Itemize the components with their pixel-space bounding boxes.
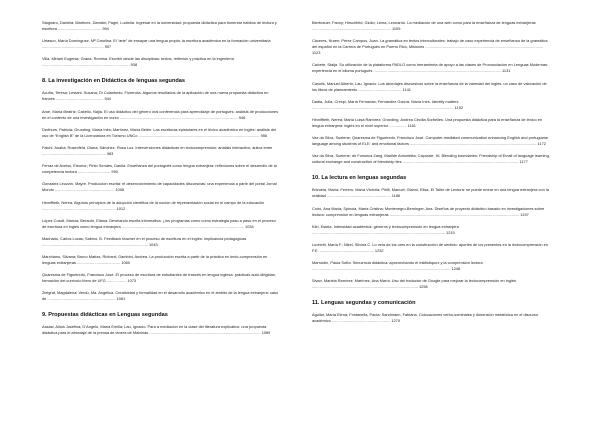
toc-entry[interactable] [42, 218, 280, 230]
section-heading: 11. Lenguas segundas y comunicación [312, 300, 416, 307]
toc-entry-text: Aroe, María Beatriz; Cabello, Nájla. El uso didáctico del género oral conferencia para aprendizaje de portugués: análisis de producciones en el contexto de una investigación en curso ............................................................................................................. 946 [42, 108, 279, 120]
toc-entry[interactable] [312, 38, 550, 56]
toc-entry[interactable] [42, 163, 280, 175]
toc-entry[interactable] [312, 260, 550, 272]
toc-entry[interactable] [42, 20, 280, 32]
toc-entry[interactable] [42, 90, 280, 102]
toc-entry[interactable] [312, 224, 550, 236]
toc-entry[interactable] [312, 242, 550, 254]
toc-entry-text: Cáceres, Nuren; Pérez Campos, Juan. La gramática en textos interculturales: trabajo de caso experiencia de enseñanza de la gramática del español en la Carrera de Portugués en Puerto Ricó, Misiones ............................................................................................................. 1123 [312, 38, 548, 56]
toc-entry-text: Vaz da Silva, Suelene; Quaresma de Figueiredo, Francisco José. Computer-mediated communication enhancing English and portuguese language among students of ELE: and emotional factors ..................................................................................................................... 1172 [312, 135, 549, 147]
section-heading: 10. La lectura en lenguas segundas [312, 175, 407, 182]
toc-entry[interactable] [312, 99, 550, 111]
toc-entry-text: Falchi, Analía; Rosenfeld, Diana; Sánchez, Rosa Luz. Intervenciones didácticas en lectocomprensión: análisis interactivo; áulica entre ........................................................... 983 [42, 144, 273, 156]
toc-entry[interactable] [312, 81, 550, 93]
section-heading: 8. La investigación en Didáctica de lenguas segundas [42, 78, 185, 85]
toc-entry-text: Bierbrauer, Fanny; Hirschfeld, Giulio; Lema, Leonardo. La mediación de una web como para la enseñanza de lenguas extranjeras ......................................................................... 1109 [312, 20, 536, 31]
toc-entry-text: Aguilar, María Elena; Fontanella, Paula; Sandmann, Fabiana. Colocaciones verbo-sominales y dimensión metafórica en el discurso académico ...................................................... 1270 [312, 312, 538, 324]
toc-entry-text: Ferraz de Avelos, Eleonor; Pinto Sendes, Danila. Enseñanza del portugués como lengua extranjera: reflexiones sobre el desarrollo de la competencia lectora .............................. 990 [42, 163, 277, 175]
toc-entry[interactable] [42, 127, 280, 139]
toc-entry[interactable] [42, 200, 280, 212]
toc-entry-text: López Coscil, Marcia; Berardo, Eliana. Develando escrita informativa: ¿los programas como como estrategia paso a paso en el proceso de escritura en inglés como lengua extranjera ................................................................................................................. 1034 [42, 217, 276, 229]
toc-entry[interactable] [42, 56, 280, 68]
toc-entry-text: Gonzalez Leuzzin, Mayre. Producción escrita: el desenvolvimiento de capacidades discursivas: una experiencia a partir del portal Jornal Mundo ....................................................... 1006 [42, 181, 277, 193]
toc-entry[interactable] [312, 153, 550, 165]
toc-entry-text: Acuña, Teresa; Lestani, Susana; Di Colantonio, Florencia. Algunos resultados de la aplicación de una nueva propuesta didáctica en francés ............................................ 944 [42, 90, 269, 102]
toc-entry-text: Casolis, Manuel Alberto; Lau, Ignacio. Los abordajes discursivos sobre la enseñanza de la variedad del inglés: un caso de valoración de los libros de planeamiento ........................................ 1141 [312, 80, 547, 92]
toc-entry-text: Sivan, Mariela Ramírez; Martínez, Ana María. Uso del traductor de Google para mejorar la lectocomprensión en inglés .................................................................................................. 1256 [312, 278, 516, 290]
toc-entry-text: Stagnaro, Daniela; Martínez, Damián; Pagel, Ludmila. Ingresar en la universidad: propuesta didáctica para fomentar hábitos de lectura y escritura ........................................ 994 [42, 20, 277, 31]
toc-entry[interactable] [42, 145, 280, 157]
toc-entry[interactable] [312, 278, 550, 290]
toc-entry-text: Urtasun, María Domínguez, Mª Carolina. El “arte” de ensayar una lengua propia: la escritura académica en la formación universitaria ......................................................... 907 [42, 38, 271, 50]
toc-entry-text: Luchetti, María F.; Nikel, Silvina C. Lo veía de los ores en la construcción de sentido: aportes de los presentes en la lectocomprensión en F.E. .................................................. 1232 [312, 241, 548, 253]
toc-entry-text: Machado, Carlos Lucas; Sabino, B. Feedback teacher en el proceso de escritura en el inglés: implicancia pedagógicas .................................................................................................. 1043 [42, 235, 247, 247]
toc-entry[interactable] [312, 187, 550, 199]
toc-entry-text: Calvete, Stalja. Su utilización de la plataforma PADLO como herramienta de apoyo a las clases de Pronunciación en Lenguas Modernas: experiencia en el idioma portugués ...................................................................................................................... 1131 [312, 62, 549, 74]
toc-entry-text: Villa, Miriam Eugenia; Grana, Romina. Escribir desde las disciplinas: textos, reflexión y práctica en la ingeniería ................................................................................. 938 [42, 56, 234, 68]
toc-entry[interactable] [42, 324, 280, 336]
section-heading: 9. Propuestas didácticas en Lenguas segundas [42, 312, 168, 319]
toc-entry[interactable] [42, 181, 280, 193]
toc-entry-text: Kiirl, Estela. Intensidad académica: géneros y lectocomprensión en lengua extranjera ........................................................................................................................... 1215 [312, 223, 459, 235]
toc-entry[interactable] [312, 117, 550, 129]
toc-entry-text: Vaz da Silva, Suelene; de Fonseca Zang, Marilde Antonietta; Caporale, Hi. Blending boundaries: Friendship of Email of language learning, cultural exchange and construction of friendship ties ........................................................................................................... 1177 [312, 153, 550, 165]
toc-entry-text: Zielgraf, Magdalena; Verdú, Ma. Angélica. Creatividad y formalidad en el desarrollo académico en el ámbito de la lengua extranjera: caso de ............................................................... 1081 [42, 290, 279, 302]
toc-entry[interactable] [42, 109, 280, 121]
toc-entry[interactable] [312, 312, 550, 324]
toc-entry[interactable] [42, 272, 280, 284]
toc-entry[interactable] [42, 236, 280, 248]
toc-entry[interactable] [42, 38, 280, 50]
toc-right-column [312, 20, 550, 330]
toc-entry[interactable] [312, 62, 550, 74]
toc-entry-text: Derthurs, Patricia; Grunding, María Inés; Martínez, María Belén. Las escrituras epistolares en el léxico académico en inglés: análisis del uso de “English B” de la Licenciatura en Turismo UNCo ................................................................................................................ 956 [42, 126, 276, 138]
toc-entry-text: Brizuela, María; Ferrero, María Victoria; Pirilli, Manuel; Gianni, Elisa. El Taller de Lectura: se puede entrar en una lengua extranjera con la oralidad ........................................................... 1186 [312, 187, 549, 199]
toc-entry-text: Assasi, Alicia Josefina; D’Angelo, María Emilia; Lau, Ignacio. Para a mediación en la clase del literatura explicativo: una propuesta didáctica para el abordaje de la prensa de lanera de Malvinas ....................................................................................................... 1089 [42, 324, 271, 336]
toc-entry-text: Quaresma de Figueiredo, Francisco José. El proceso de escritura de estudiantes de francés en lengua inglesa: prácticas auto-dirigidas; formación del currículo lítero de UFG .................. 1073 [42, 272, 276, 284]
toc-entry[interactable] [312, 206, 550, 218]
toc-entry-text: Coiro, Ana María; Spinola, María Cristina; Montenegro-Berninger, Ana. Diseños de proyecto didáctico basado en investigaciones sobre lectura: comprensión en lenguas extranjeras ........................................................................................................................ 1197 [312, 205, 545, 217]
toc-entry[interactable] [42, 254, 280, 266]
toc-entry-text: Marroidin, Paula Sofía. Secuencia didáctica: aprovechando el estilistiquez y la comprensión lectora ................................................................................................................................ 1248 [312, 260, 483, 272]
toc-entry[interactable] [42, 290, 280, 302]
toc-entry-text: Dadia, Julia; Crespi, María Fernanda; Fernández García, María Inés. Identity matters ................................................................................................................................... 1152 [312, 98, 464, 110]
toc-left-column [42, 20, 280, 343]
toc-entry[interactable] [312, 20, 550, 32]
toc-entry[interactable] [312, 135, 550, 147]
toc-entry-text: Hinniffieth, Nerea. Algunos principios de la adopción científica de la noción de representación social en el campo de la educación .................................................................... 1012 [42, 199, 265, 211]
toc-entry-text: Hinniffieth, Nerea; María Luisa Ramírez; Grunding, Andrea Cecilia Sorbelles. Una propuesta didáctica para la enseñanza de léxico en lengua extranjera: inglés en el nivel superior ................ 1161 [312, 116, 543, 128]
toc-entry-text: Marchiano, Silvana; Bruno Matías, Richard; Gambini, Andrea. La producción escrita a partir de la práctica en lecto-comprensión en lenguas extranjeras ........................................ 1060 [42, 254, 268, 266]
